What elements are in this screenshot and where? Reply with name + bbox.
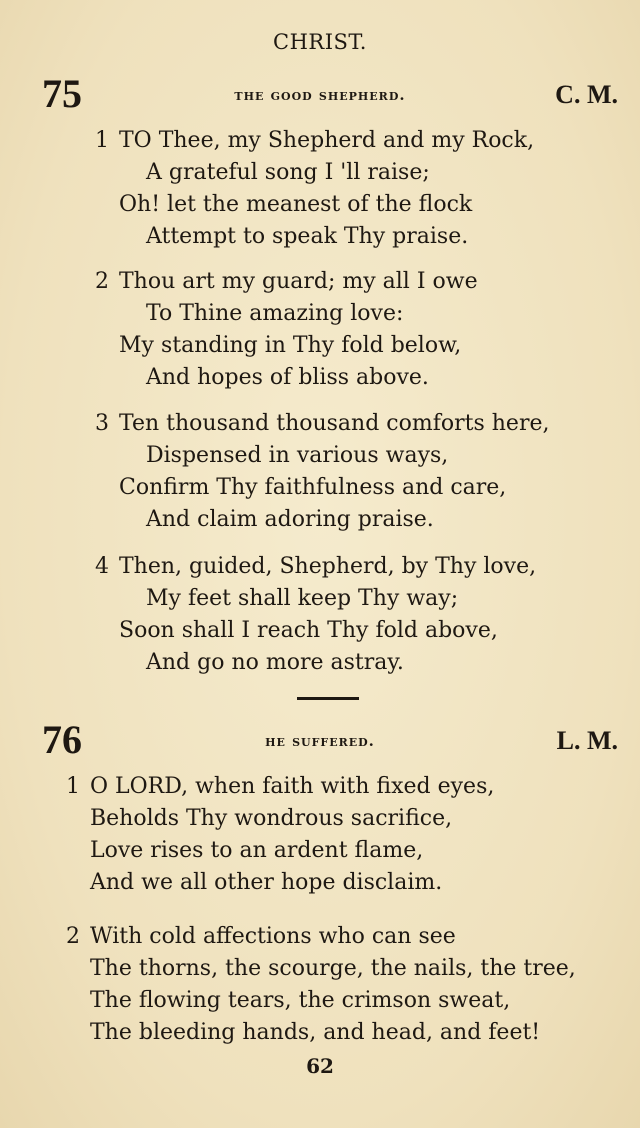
- verse-line: The thorns, the scourge, the nails, the tree,: [90, 956, 576, 981]
- verse-line: And we all other hope disclaim.: [90, 870, 443, 895]
- verse-line: My feet shall keep Thy way;: [146, 586, 459, 611]
- hymn-number: 76: [42, 717, 82, 762]
- verse-line: TO Thee, my Shepherd and my Rock,: [119, 128, 535, 153]
- hymn-title: he suffered.: [265, 732, 375, 750]
- stanza-75-4: [95, 551, 536, 679]
- stanza-number: 3: [95, 411, 109, 436]
- verse-line: Then, guided, Shepherd, by Thy love,: [119, 554, 537, 579]
- hymn-number: 75: [42, 71, 82, 116]
- stanza-number: 1: [95, 128, 109, 153]
- verse-line: A grateful song I 'll raise;: [146, 160, 430, 185]
- section-divider: [297, 697, 359, 700]
- stanza-75-3: [95, 408, 549, 536]
- stanza-number: 4: [95, 554, 109, 579]
- hymn-meter: C. M.: [555, 80, 618, 109]
- verse-line: And hopes of bliss above.: [146, 365, 429, 390]
- page-number: 62: [306, 1054, 334, 1078]
- stanza-number: 1: [66, 774, 80, 799]
- stanza-75-2: [95, 266, 478, 394]
- verse-line: Beholds Thy wondrous sacrifice,: [90, 806, 453, 831]
- stanza-76-2: [66, 921, 576, 1049]
- stanza-number: 2: [95, 269, 109, 294]
- verse-line: Ten thousand thousand comforts here,: [119, 411, 550, 436]
- verse-line: Love rises to an ardent flame,: [90, 838, 424, 863]
- hymn-75-header: [0, 72, 640, 116]
- hymn-76-header: [0, 718, 640, 762]
- hymn-meter: L. M.: [556, 726, 618, 755]
- stanza-number: 2: [66, 924, 80, 949]
- hymn-title: the good shepherd.: [234, 86, 406, 104]
- verse-line: Dispensed in various ways,: [146, 443, 449, 468]
- verse-line: The flowing tears, the crimson sweat,: [90, 988, 511, 1013]
- verse-line: To Thine amazing love:: [146, 301, 404, 326]
- verse-line: And go no more astray.: [146, 650, 404, 675]
- verse-line: Attempt to speak Thy praise.: [146, 224, 469, 249]
- verse-line: O LORD, when faith with fixed eyes,: [90, 774, 495, 799]
- stanza-75-1: [95, 125, 534, 253]
- running-head: CHRIST.: [273, 30, 367, 54]
- verse-line: The bleeding hands, and head, and feet!: [90, 1020, 541, 1045]
- verse-line: And claim adoring praise.: [146, 507, 434, 532]
- verse-line: With cold affections who can see: [90, 924, 456, 949]
- verse-line: Oh! let the meanest of the flock: [119, 192, 473, 217]
- verse-line: My standing in Thy fold below,: [119, 333, 462, 358]
- verse-line: Soon shall I reach Thy fold above,: [119, 618, 498, 643]
- verse-line: Thou art my guard; my all I owe: [119, 269, 478, 294]
- stanza-76-1: [66, 771, 494, 899]
- verse-line: Confirm Thy faithfulness and care,: [119, 475, 507, 500]
